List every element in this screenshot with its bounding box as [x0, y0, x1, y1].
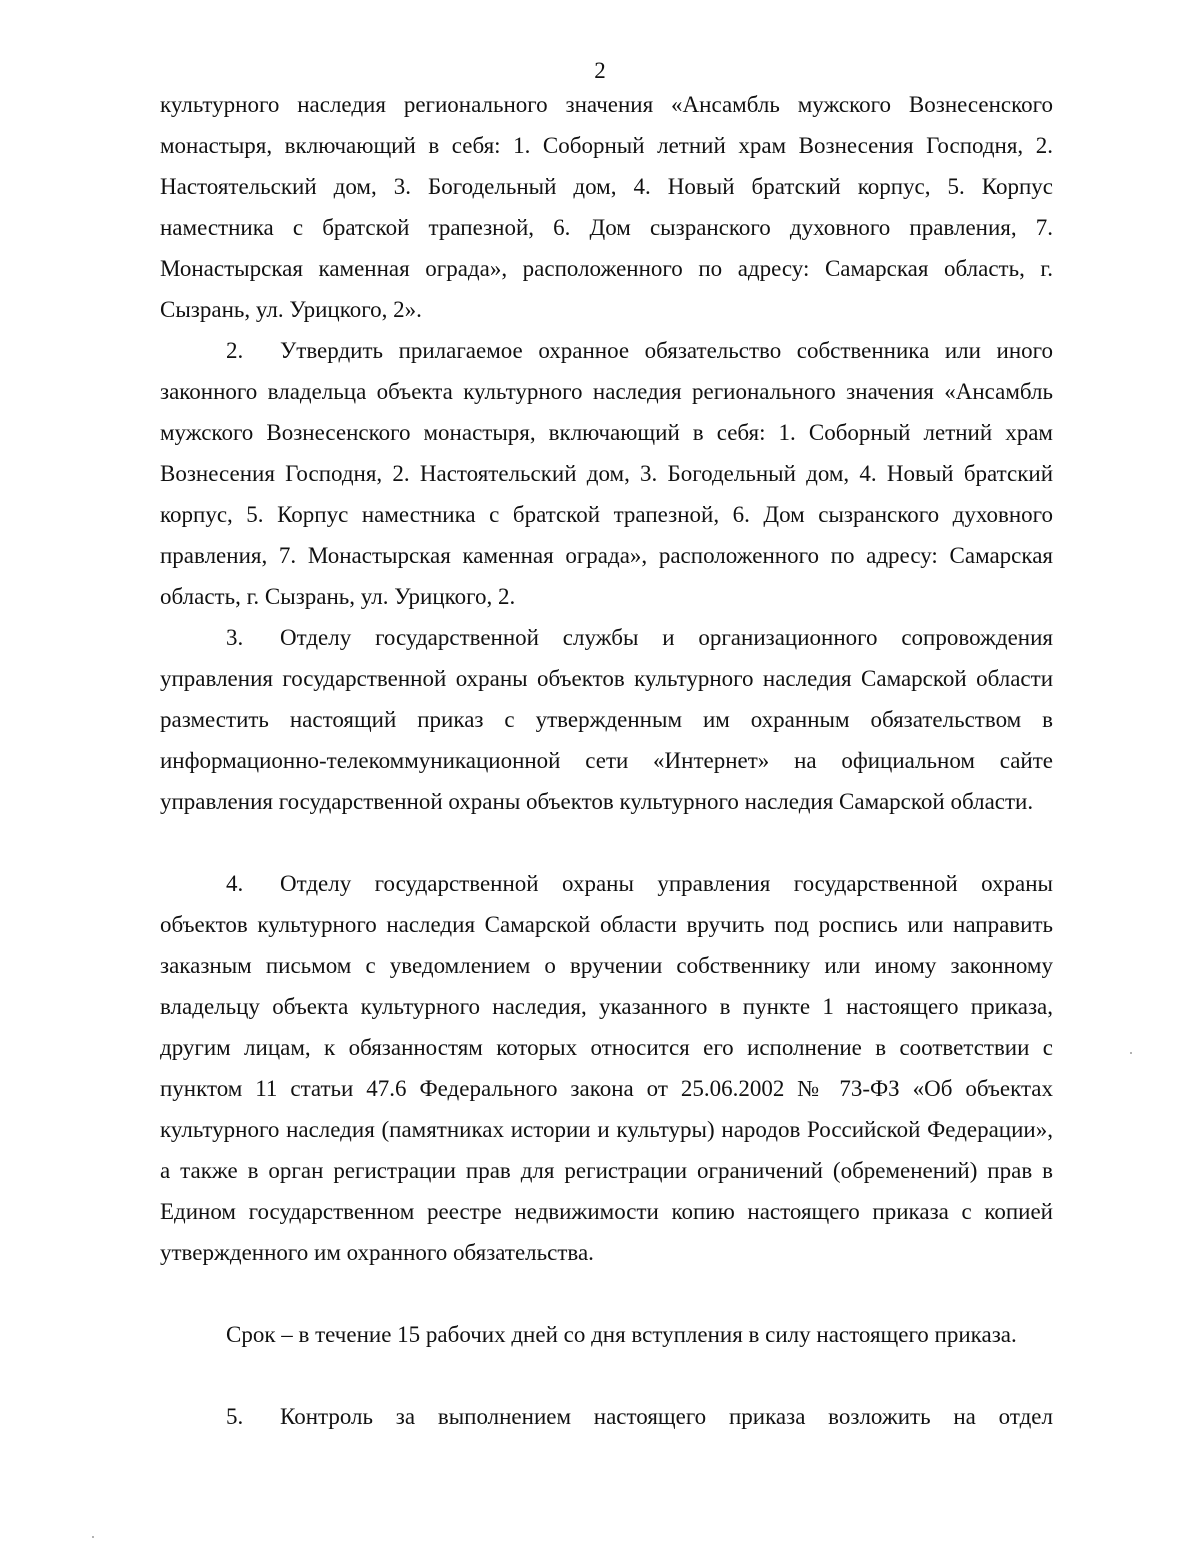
item-number: 2.: [226, 338, 244, 363]
paragraph-text: Отделу государственной службы и организационного сопровождения управления государственной охраны объектов культурного наследия Самарской области разместить настоящий приказ с утвержденным им охранным обязательством в информационно-телекоммуникационной сети «Интернет» на официальном сайте управления государственной охраны объектов культурного наследия Самарской области.: [160, 625, 1053, 814]
scan-speck: [1130, 1052, 1132, 1054]
item-number: 3.: [226, 625, 244, 650]
paragraph-text: культурного наследия регионального значения «Ансамбль мужского Вознесенского монастыря, включающий в себя: 1. Соборный летний храм Вознесения Господня, 2. Настоятельский дом, 3. Богодельный дом, 4. Новый братский корпус, 5. Корпус наместника с братской трапезной, 6. Дом сызранского духовного правления, 7. Монастырская каменная ограда», расположенного по адресу: Самарская область, г. Сызрань, ул. Урицкого, 2».: [160, 92, 1053, 322]
paragraph-text: Контроль за выполнением настоящего приказа возложить на отдел: [280, 1404, 1053, 1429]
document-body: [160, 84, 1053, 1437]
paragraph-item-2: [160, 330, 1053, 617]
paragraph-continuation: [160, 84, 1053, 330]
scan-speck: [92, 1536, 94, 1538]
item-number: 5.: [226, 1404, 244, 1429]
item-number: 4.: [226, 871, 244, 896]
paragraph-text: Срок – в течение 15 рабочих дней со дня вступления в силу настоящего приказа.: [226, 1322, 1017, 1347]
paragraph-item-3: [160, 617, 1053, 863]
paragraph-deadline: [160, 1314, 1053, 1396]
paragraph-item-4: [160, 863, 1053, 1314]
paragraph-text: Отделу государственной охраны управления государственной охраны объектов культурного наследия Самарской области вручить под роспись или направить заказным письмом с уведомлением о вручении собственнику или иному законному владельцу объекта культурного наследия, указанного в пункте 1 настоящего приказа, другим лицам, к обязанностям которых относится его исполнение в соответствии с пунктом 11 статьи 47.6 Федерального закона от 25.06.2002 № 73-ФЗ «Об объектах культурного наследия (памятниках истории и культуры) народов Российской Федерации», а также в орган регистрации прав для регистрации ограничений (обременений) прав в Едином государственном реестре недвижимости копию настоящего приказа с копией утвержденного им охранного обязательства.: [160, 871, 1053, 1265]
paragraph-text: Утвердить прилагаемое охранное обязательство собственника или иного законного владельца объекта культурного наследия регионального значения «Ансамбль мужского Вознесенского монастыря, включающий в себя: 1. Соборный летний храм Вознесения Господня, 2. Настоятельский дом, 3. Богодельный дом, 4. Новый братский корпус, 5. Корпус наместника с братской трапезной, 6. Дом сызранского духовного правления, 7. Монастырская каменная ограда», расположенного по адресу: Самарская область, г. Сызрань, ул. Урицкого, 2.: [160, 338, 1053, 609]
page-number: 2: [594, 58, 606, 83]
paragraph-item-5: [160, 1396, 1053, 1437]
